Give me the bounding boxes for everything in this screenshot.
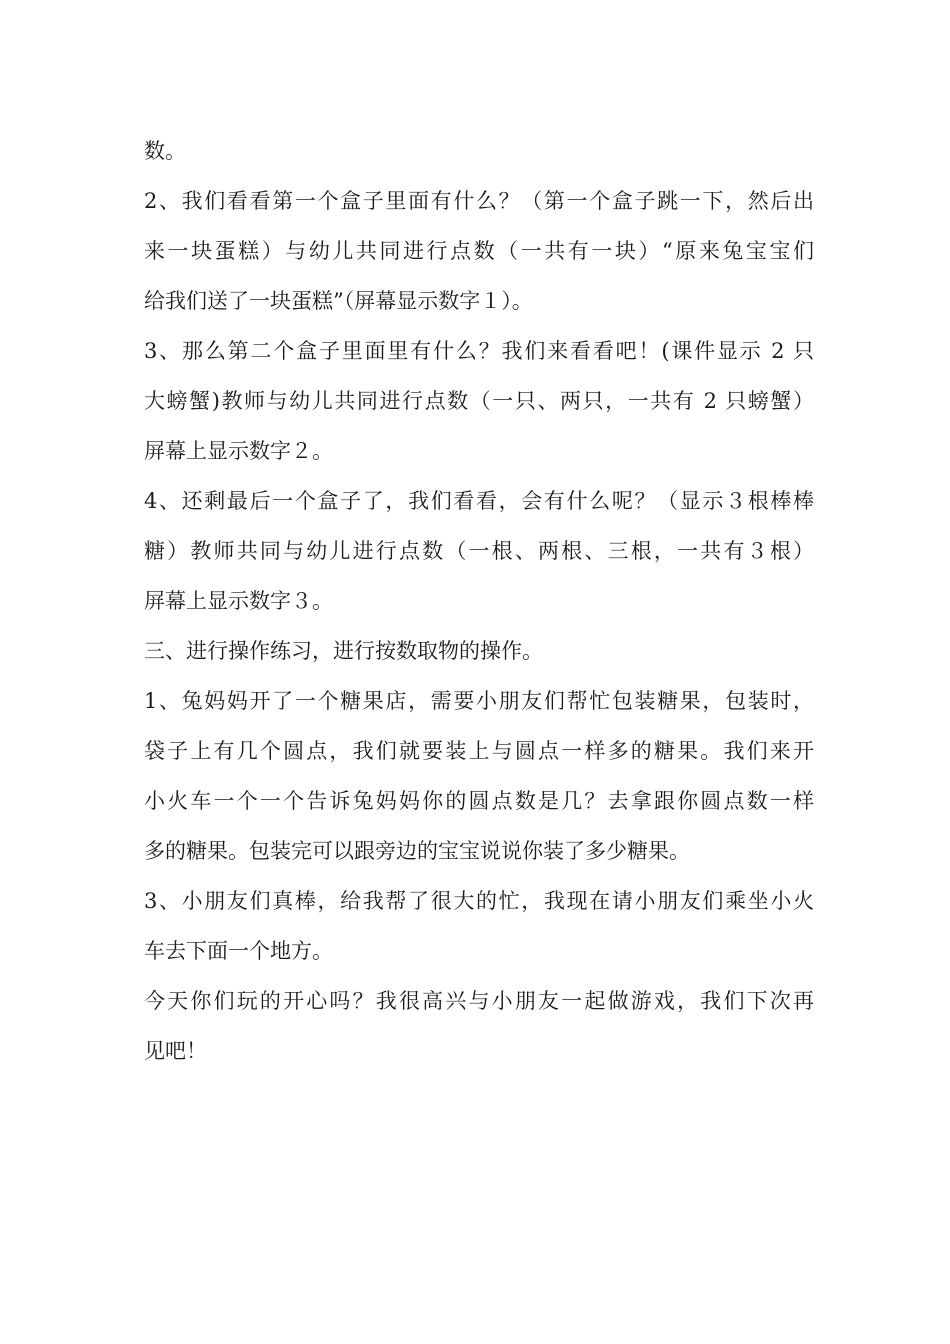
text-line: 屏幕上显示数字３。 bbox=[144, 589, 333, 613]
text-line: 数。 bbox=[144, 139, 186, 163]
text-line: 车去下面一个地方。 bbox=[144, 939, 333, 963]
text-line: 来一块蛋糕）与幼儿共同进行点数（一共有一块）“原来兔宝宝们 bbox=[144, 239, 814, 263]
text-line: 大螃蟹)教师与幼儿共同进行点数（一只、两只，一共有 2 只螃蟹） bbox=[144, 389, 814, 413]
text-line: 2、我们看看第一个盒子里面有什么？（第一个盒子跳一下，然后出 bbox=[144, 189, 814, 213]
text-line: 4、还剩最后一个盒子了，我们看看，会有什么呢？（显示３根棒棒 bbox=[144, 489, 814, 513]
text-line: 屏幕上显示数字２。 bbox=[144, 439, 333, 463]
text-line: 糖）教师共同与幼儿进行点数（一根、两根、三根，一共有３根） bbox=[144, 539, 814, 563]
text-line: 3、那么第二个盒子里面里有什么？我们来看看吧！(课件显示 2 只 bbox=[144, 339, 814, 363]
document-body bbox=[144, 126, 814, 1076]
text-line: 今天你们玩的开心吗？我很高兴与小朋友一起做游戏，我们下次再 bbox=[144, 989, 814, 1013]
text-line: 3、小朋友们真棒，给我帮了很大的忙，我现在请小朋友们乘坐小火 bbox=[144, 889, 814, 913]
text-line: 小火车一个一个告诉兔妈妈你的圆点数是几？去拿跟你圆点数一样 bbox=[144, 789, 814, 813]
text-line: 1、兔妈妈开了一个糖果店，需要小朋友们帮忙包装糖果，包装时， bbox=[144, 689, 814, 713]
text-line: 三、进行操作练习，进行按数取物的操作。 bbox=[144, 639, 543, 663]
text-line: 给我们送了一块蛋糕”（屏幕显示数字１）。 bbox=[144, 289, 533, 313]
text-line: 多的糖果。包装完可以跟旁边的宝宝说说你装了多少糖果。 bbox=[144, 839, 690, 863]
text-line: 见吧！ bbox=[144, 1039, 207, 1063]
text-line: 袋子上有几个圆点，我们就要装上与圆点一样多的糖果。我们来开 bbox=[144, 739, 814, 763]
